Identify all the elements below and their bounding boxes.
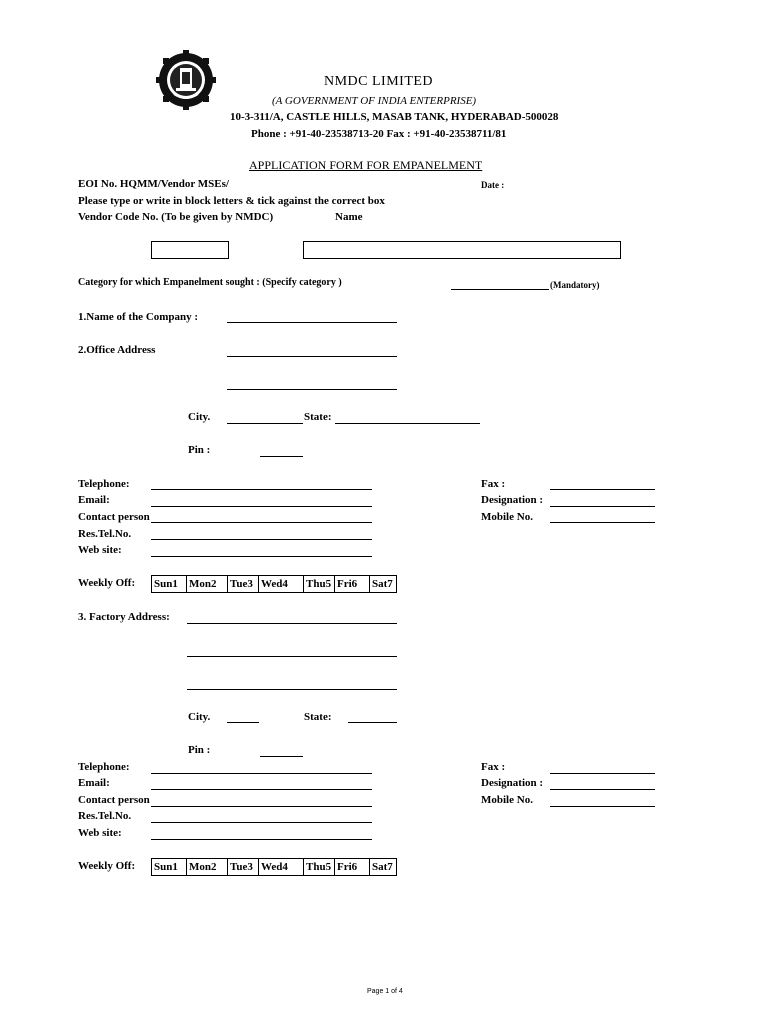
day-thu[interactable]: Thu5 (304, 576, 335, 592)
designation-field[interactable] (550, 506, 655, 507)
factory-res-tel-field[interactable] (151, 822, 372, 823)
factory-pin-field[interactable] (260, 756, 303, 757)
company-name-field[interactable] (227, 322, 397, 323)
name-box[interactable] (303, 241, 621, 259)
contact-person-label: Contact person (78, 511, 150, 523)
factory-weekly-off-label: Weekly Off: (78, 860, 136, 872)
mobile-label: Mobile No. (481, 511, 533, 523)
page-number: Page 1 of 4 (367, 988, 403, 995)
factory-address-line-3[interactable] (187, 689, 397, 690)
factory-city-label: City. (188, 711, 211, 723)
mandatory-note: (Mandatory) (550, 280, 600, 290)
org-tagline: (A GOVERNMENT OF INDIA ENTERPRISE) (272, 95, 477, 107)
factory-state-field[interactable] (348, 722, 397, 723)
email-field[interactable] (151, 506, 372, 507)
category-label: Category for which Empanelment sought : (Specify category ) (78, 277, 342, 288)
day-wed[interactable]: Wed4 (259, 576, 304, 592)
weekly-off-days (151, 575, 397, 593)
weekly-off-label: Weekly Off: (78, 577, 136, 589)
factory-day-mon[interactable]: Mon2 (187, 859, 228, 875)
factory-res-tel-label: Res.Tel.No. (78, 810, 132, 822)
website-label: Web site: (78, 544, 122, 556)
factory-day-tue[interactable]: Tue3 (228, 859, 259, 875)
res-tel-label: Res.Tel.No. (78, 528, 132, 540)
telephone-field[interactable] (151, 489, 372, 490)
office-city-label: City. (188, 411, 211, 423)
factory-city-field[interactable] (227, 722, 259, 723)
instruction-text: Please type or write in block letters & tick against the correct box (78, 195, 385, 207)
factory-day-wed[interactable]: Wed4 (259, 859, 304, 875)
org-address: 10-3-311/A, CASTLE HILLS, MASAB TANK, HYDERABAD-500028 (230, 111, 559, 123)
factory-contact-person-label: Contact person (78, 794, 150, 806)
factory-day-sun[interactable]: Sun1 (152, 859, 187, 875)
vendor-code-label: Vendor Code No. (To be given by NMDC) (78, 211, 274, 223)
day-fri[interactable]: Fri6 (335, 576, 370, 592)
contact-person-field[interactable] (151, 522, 372, 523)
factory-contact-person-field[interactable] (151, 806, 372, 807)
office-city-field[interactable] (227, 423, 303, 424)
office-address-line-1[interactable] (227, 356, 397, 357)
office-pin-field[interactable] (260, 456, 303, 457)
office-state-label: State: (304, 411, 332, 423)
day-tue[interactable]: Tue3 (228, 576, 259, 592)
factory-address-line-2[interactable] (187, 656, 397, 657)
fax-label: Fax : (481, 478, 506, 490)
org-phone: Phone : +91-40-23538713-20 Fax : +91-40-23538711/81 (251, 128, 507, 140)
form-title: APPLICATION FORM FOR EMPANELMENT (249, 158, 483, 172)
factory-mobile-field[interactable] (550, 806, 655, 807)
day-mon[interactable]: Mon2 (187, 576, 228, 592)
office-pin-label: Pin : (188, 444, 211, 456)
telephone-label: Telephone: (78, 478, 130, 490)
designation-label: Designation : (481, 494, 544, 506)
factory-address-line-1[interactable] (187, 623, 397, 624)
res-tel-field[interactable] (151, 539, 372, 540)
factory-fax-label: Fax : (481, 761, 506, 773)
nmdc-logo (146, 50, 226, 110)
office-address-label: 2.Office Address (78, 344, 156, 356)
factory-state-label: State: (304, 711, 332, 723)
factory-designation-label: Designation : (481, 777, 544, 789)
factory-day-fri[interactable]: Fri6 (335, 859, 370, 875)
factory-website-label: Web site: (78, 827, 122, 839)
day-sun[interactable]: Sun1 (152, 576, 187, 592)
org-name: NMDC LIMITED (324, 74, 434, 89)
factory-pin-label: Pin : (188, 744, 211, 756)
factory-weekly-off-days (151, 858, 397, 876)
factory-address-label: 3. Factory Address: (78, 611, 170, 623)
day-sat[interactable]: Sat7 (372, 578, 393, 590)
factory-email-field[interactable] (151, 789, 372, 790)
category-field[interactable] (451, 289, 549, 290)
vendor-code-box[interactable] (151, 241, 229, 259)
email-label: Email: (78, 494, 110, 506)
office-address-line-2[interactable] (227, 389, 397, 390)
eoi-number: EOI No. HQMM/Vendor MSEs/ (78, 178, 229, 190)
factory-website-field[interactable] (151, 839, 372, 840)
factory-designation-field[interactable] (550, 789, 655, 790)
website-field[interactable] (151, 556, 372, 557)
mobile-field[interactable] (550, 522, 655, 523)
office-state-field[interactable] (335, 423, 480, 424)
date-label: Date : (481, 180, 505, 190)
factory-telephone-field[interactable] (151, 773, 372, 774)
factory-day-thu[interactable]: Thu5 (304, 859, 335, 875)
company-name-label: 1.Name of the Company : (78, 311, 199, 323)
factory-email-label: Email: (78, 777, 110, 789)
factory-day-sat[interactable]: Sat7 (372, 861, 393, 873)
factory-mobile-label: Mobile No. (481, 794, 533, 806)
fax-field[interactable] (550, 489, 655, 490)
factory-telephone-label: Telephone: (78, 761, 130, 773)
name-label: Name (335, 211, 363, 223)
factory-fax-field[interactable] (550, 773, 655, 774)
